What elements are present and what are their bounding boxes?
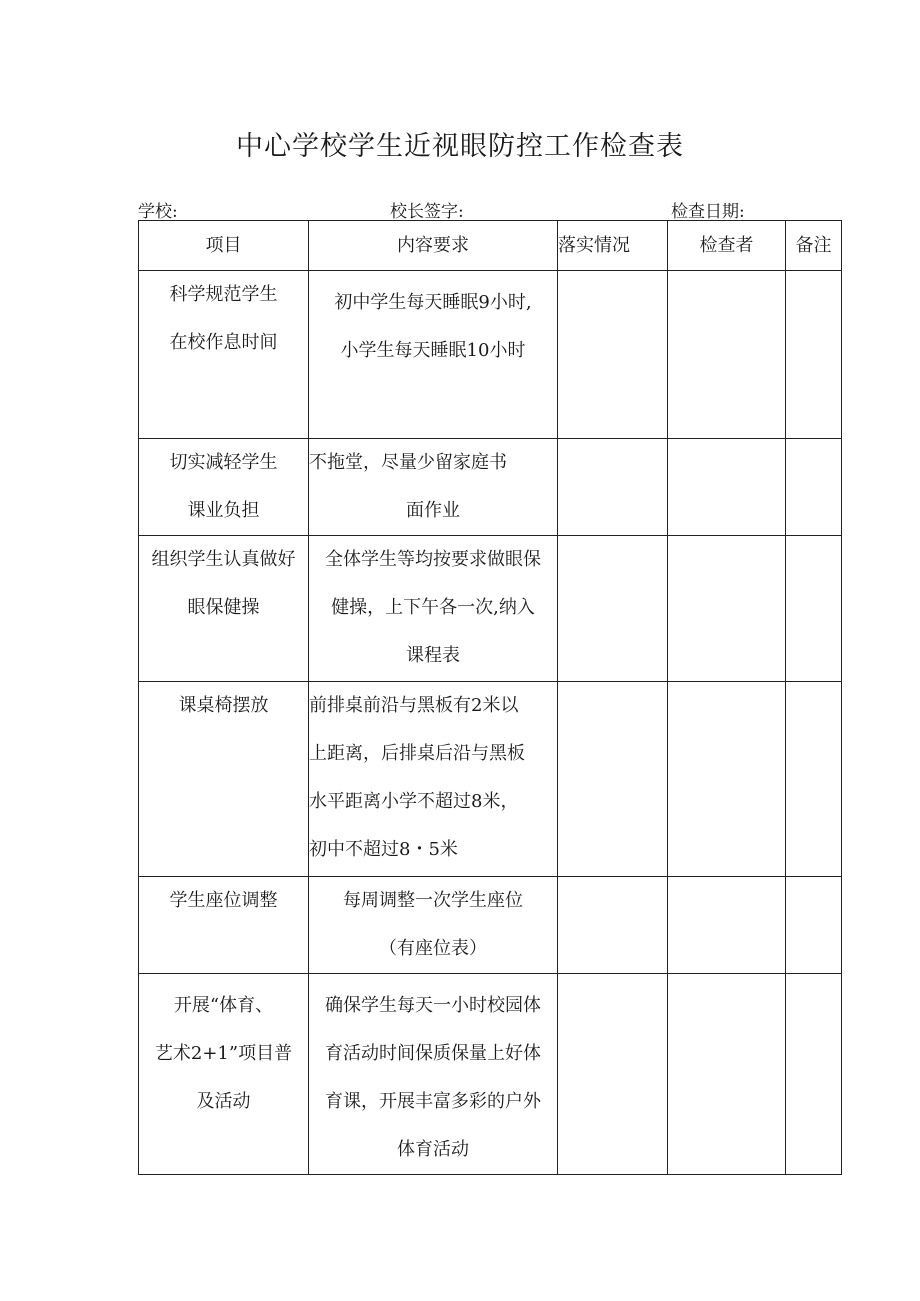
- implementation-cell[interactable]: [558, 682, 668, 877]
- remarks-cell[interactable]: [786, 536, 842, 682]
- implementation-cell[interactable]: [558, 439, 668, 536]
- item-cell: [139, 271, 309, 439]
- remarks-cell[interactable]: [786, 439, 842, 536]
- table-row: [139, 877, 842, 974]
- header-requirement: 内容要求: [309, 221, 558, 271]
- requirement-line: 初中学生每天睡眠9小时,: [334, 292, 532, 313]
- item-line: 科学规范学生: [169, 284, 278, 305]
- requirement-cell: [309, 536, 558, 682]
- table-row: [139, 974, 842, 1175]
- remarks-cell[interactable]: [786, 271, 842, 439]
- requirement-cell: [309, 877, 558, 974]
- table-row: [139, 682, 842, 877]
- header-implementation: 落实情况: [558, 221, 668, 271]
- inspector-cell[interactable]: [668, 271, 786, 439]
- implementation-cell[interactable]: [558, 974, 668, 1175]
- page-title: 中心学校学生近视眼防控工作检查表: [236, 131, 684, 162]
- implementation-cell[interactable]: [558, 877, 668, 974]
- inspector-cell[interactable]: [668, 974, 786, 1175]
- requirement-line: 前排桌前沿与黑板有2米以: [309, 695, 519, 716]
- inspection-date-label: 检查日期:: [671, 202, 745, 222]
- item-line: 切实减轻学生: [169, 452, 278, 473]
- requirement-line: 全体学生等均按要求做眼保: [325, 549, 541, 570]
- requirement-line: 小学生每天睡眠10小时: [340, 340, 526, 361]
- item-cell: [139, 439, 309, 536]
- requirement-cell: [309, 974, 558, 1175]
- inspector-cell[interactable]: [668, 439, 786, 536]
- item-line: 眼保健操: [187, 597, 260, 618]
- inspector-cell[interactable]: [668, 682, 786, 877]
- requirement-cell: [309, 682, 558, 877]
- table-row: [139, 271, 842, 439]
- table-row: [139, 536, 842, 682]
- item-cell: [139, 974, 309, 1175]
- item-line: 课桌椅摆放: [178, 695, 269, 716]
- requirement-line: 水平距离小学不超过8米，: [309, 791, 519, 812]
- remarks-cell[interactable]: [786, 974, 842, 1175]
- item-cell: [139, 877, 309, 974]
- requirement-cell: [309, 439, 558, 536]
- requirement-line: 初中不超过8・5米: [309, 839, 458, 860]
- requirement-line: 面作业: [406, 500, 460, 521]
- item-cell: [139, 536, 309, 682]
- item-line: 课业负担: [187, 500, 260, 521]
- table-header-row: [139, 221, 842, 271]
- requirement-line: 上距离，后排桌后沿与黑板: [309, 743, 525, 764]
- item-line: 学生座位调整: [169, 890, 278, 911]
- table-row: [139, 439, 842, 536]
- item-line: 开展“体育、: [173, 995, 274, 1016]
- inspection-table: [138, 220, 842, 1175]
- inspector-cell[interactable]: [668, 877, 786, 974]
- inspector-cell[interactable]: [668, 536, 786, 682]
- item-line: 在校作息时间: [169, 332, 278, 353]
- item-line: 组织学生认真做好: [151, 549, 296, 570]
- requirement-line: 育课，开展丰富多彩的户外: [325, 1091, 541, 1112]
- principal-signature-label: 校长签字:: [390, 202, 464, 222]
- header-remarks: 备注: [786, 221, 842, 271]
- implementation-cell[interactable]: [558, 536, 668, 682]
- requirement-line: 确保学生每天一小时校园体: [325, 995, 541, 1016]
- requirement-cell: [309, 271, 558, 439]
- school-label: 学校:: [138, 202, 178, 222]
- requirement-line: 课程表: [406, 645, 460, 666]
- header-item: 项目: [139, 221, 309, 271]
- requirement-line: 每周调整一次学生座位: [343, 890, 523, 911]
- requirement-line: 育活动时间保质保量上好体: [325, 1043, 541, 1064]
- requirement-line: 健操，上下午各一次,纳入: [331, 597, 535, 618]
- item-cell: [139, 682, 309, 877]
- item-line: 及活动: [196, 1091, 251, 1112]
- remarks-cell[interactable]: [786, 877, 842, 974]
- header-inspector: 检查者: [668, 221, 786, 271]
- requirement-line: 不拖堂，尽量少留家庭书: [309, 452, 507, 473]
- requirement-line: （有座位表）: [379, 938, 487, 959]
- remarks-cell[interactable]: [786, 682, 842, 877]
- implementation-cell[interactable]: [558, 271, 668, 439]
- requirement-line: 体育活动: [397, 1139, 469, 1160]
- item-line: 艺术2+1”项目普: [154, 1043, 293, 1064]
